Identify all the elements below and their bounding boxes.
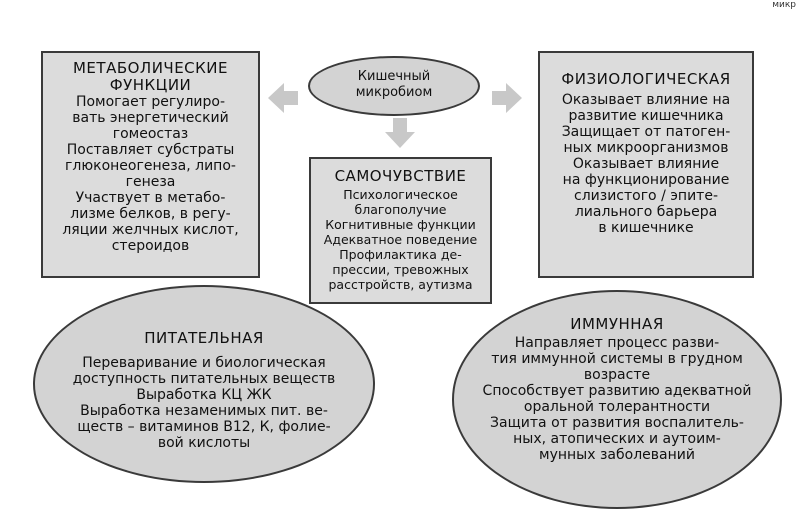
nutritional-line: ществ – витаминов В12, К, фолие- (77, 419, 331, 435)
immune-line: ных, атопических и аутоим- (513, 431, 721, 447)
metabolic-line: генеза (125, 174, 176, 190)
physiological-line: ных микроорганизмов (563, 140, 729, 156)
arrow-left (268, 83, 298, 113)
metabolic-line: гомеостаз (112, 126, 189, 142)
immune-line: Защита от развития воспалитель- (490, 415, 744, 431)
wellbeing-line: расстройств, аутизма (328, 277, 473, 292)
physiological-line: слизистого / эпите- (574, 188, 718, 204)
physiological-line: Защищает от патоген- (561, 124, 731, 140)
metabolic-line: Участвует в метабо- (75, 190, 226, 206)
wellbeing-line: Профилактика де- (339, 247, 462, 262)
immune-line: Направляет процесс разви- (514, 335, 720, 351)
center-line-1: Кишечный (357, 69, 431, 84)
nutritional-line: Переваривание и биологическая (82, 355, 326, 371)
center-line-2: микробиом (355, 85, 433, 100)
nutritional-line: Выработка незаменимых пит. ве- (80, 403, 328, 419)
metabolic-line: ляции желчных кислот, (62, 222, 239, 238)
arrow-right (492, 83, 522, 113)
metabolic-line: лизме белков, в регу- (70, 206, 231, 222)
metabolic-title-2: ФУНКЦИИ (109, 76, 192, 94)
immune-line: возрасте (583, 367, 651, 383)
wellbeing-line: Адекватное поведение (323, 232, 478, 247)
immune-line: Способствует развитию адекватной (482, 383, 752, 399)
wellbeing-line: Психологическое (343, 187, 458, 202)
wellbeing-line: прессии, тревожных (332, 262, 469, 277)
nutritional-line: вой кислоты (157, 435, 251, 451)
physiological-line: в кишечнике (598, 220, 694, 236)
wellbeing-line: благополучие (354, 202, 447, 217)
immune-line: мунных заболеваний (539, 447, 695, 463)
physiological-line: Оказывает влияние на (561, 92, 731, 108)
arrow-down (385, 118, 415, 148)
immune-line: оральной толерантности (523, 399, 711, 415)
nutritional-line: доступность питательных веществ (72, 371, 336, 387)
center-node-microbiome (308, 56, 480, 116)
wellbeing-title: САМОЧУВСТВИЕ (334, 167, 467, 185)
physiological-line: лиального барьера (574, 204, 718, 220)
metabolic-line: глюконеогенеза, липо- (65, 158, 236, 174)
nutritional-line: Выработка КЦ ЖК (136, 387, 272, 403)
nutritional-ellipse (33, 285, 375, 483)
immune-line: тия иммунной системы в грудном (491, 351, 743, 367)
physiological-box (538, 51, 754, 278)
metabolic-line: Поставляет субстраты (66, 142, 235, 158)
immune-ellipse (452, 290, 782, 509)
metabolic-line: Помогает регулиро- (75, 94, 226, 110)
metabolic-box (41, 51, 260, 278)
physiological-line: на функционирование (562, 172, 730, 188)
physiological-line: Оказывает влияние (572, 156, 720, 172)
metabolic-title-1: МЕТАБОЛИЧЕСКИЕ (72, 59, 229, 77)
physiological-title: ФИЗИОЛОГИЧЕСКАЯ (561, 70, 731, 88)
wellbeing-box (309, 157, 492, 304)
immune-title: ИММУННАЯ (570, 315, 664, 333)
corner-text: микр (772, 0, 796, 10)
nutritional-title: ПИТАТЕЛЬНАЯ (144, 329, 264, 347)
physiological-line: развитие кишечника (568, 108, 724, 124)
metabolic-line: вать энергетический (72, 110, 229, 126)
wellbeing-line: Когнитивные функции (325, 217, 476, 232)
metabolic-line: стероидов (111, 238, 190, 254)
